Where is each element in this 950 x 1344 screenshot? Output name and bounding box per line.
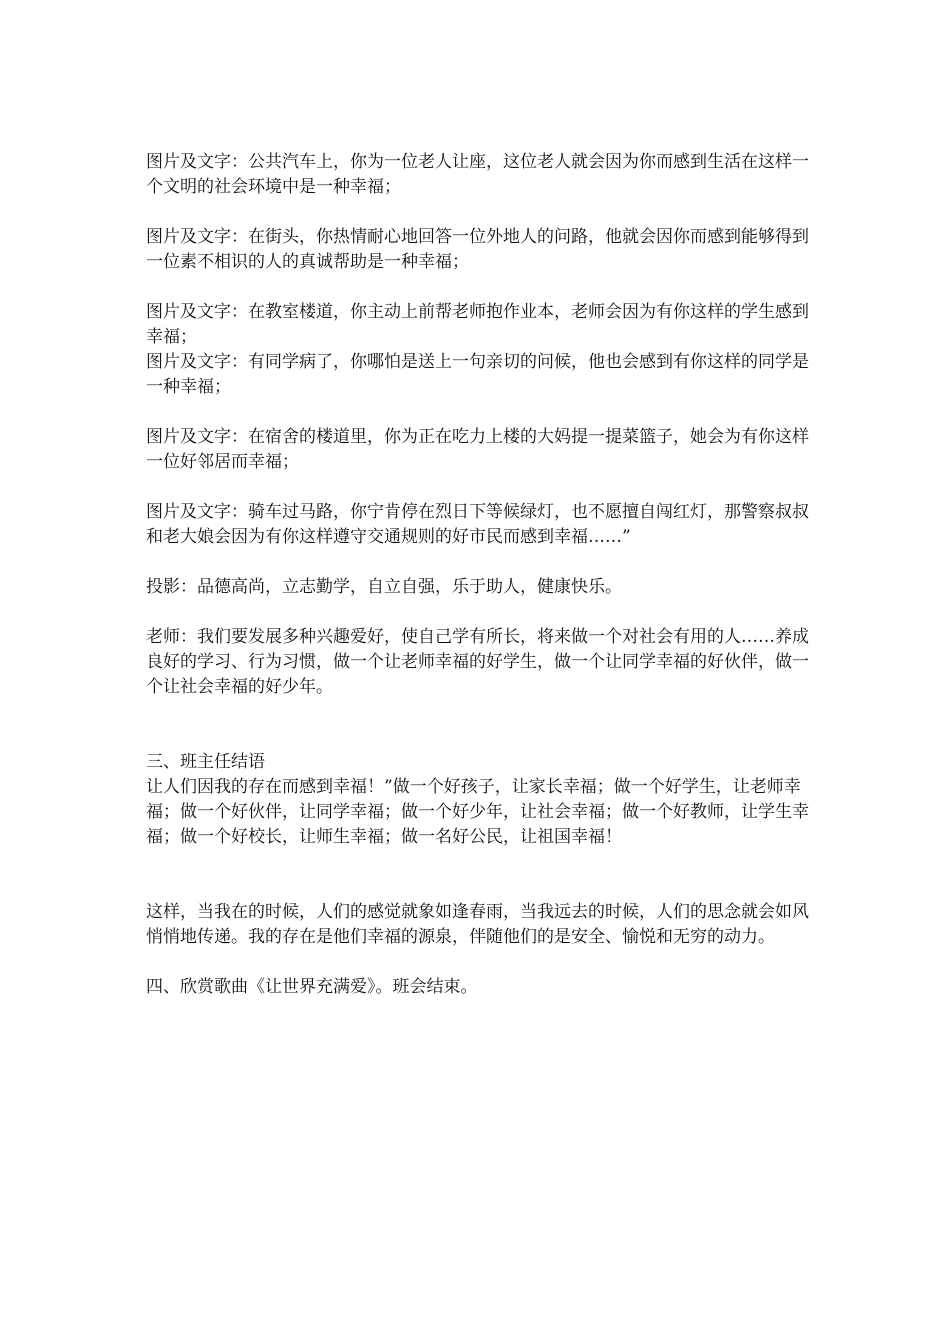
paragraph-reflection: 这样，当我在的时候，人们的感觉就象如逢春雨，当我远去的时候，人们的思念就会如风悄悄地传递。我的存在是他们幸福的源泉，伴随他们的是安全、愉悦和无穷的动力。 — [146, 902, 809, 947]
paragraph-spacer — [146, 200, 816, 225]
paragraph-spacer — [146, 700, 816, 750]
paragraph-conclusion: 让人们因我的存在而感到幸福！”做一个好孩子，让家长幸福；做一个好学生，让老师幸福；做一个好伙伴，让同学幸福；做一个好少年，让社会幸福；做一个好教师，让学生幸福；做一个好校长，让师生幸福；做一名好公民，让祖国幸福！ — [146, 777, 809, 847]
paragraph-spacer — [146, 275, 816, 300]
document-body — [146, 150, 816, 1000]
paragraph-street-directions: 图片及文字：在街头，你热情耐心地回答一位外地人的问路，他就会因你而感到能够得到一位素不相识的人的真诚帮助是一种幸福； — [146, 227, 809, 272]
section-heading-conclusion: 三、班主任结语 — [146, 752, 265, 772]
section-heading-song: 四、欣赏歌曲《让世界充满爱》。班会结束。 — [146, 977, 478, 997]
paragraph-sick-classmate: 图片及文字：有同学病了，你哪怕是送上一句亲切的问候，他也会感到有你这样的同学是一种幸福； — [146, 352, 809, 397]
paragraph-traffic-rules: 图片及文字：骑车过马路，你宁肯停在烈日下等候绿灯，也不愿擅自闯红灯，那警察叔叔和老大娘会因为有你这样遵守交通规则的好市民而感到幸福……” — [146, 502, 809, 547]
paragraph-spacer — [146, 475, 816, 500]
paragraph-teacher-speech: 老师：我们要发展多种兴趣爱好，使自己学有所长，将来做一个对社会有用的人……养成良好的学习、行为习惯，做一个让老师幸福的好学生，做一个让同学幸福的好伙伴，做一个让社会幸福的好少年。 — [146, 627, 809, 697]
paragraph-spacer — [146, 950, 816, 975]
paragraph-bus-seat: 图片及文字：公共汽车上，你为一位老人让座，这位老人就会因为你而感到生活在这样一个文明的社会环境中是一种幸福； — [146, 152, 809, 197]
paragraph-help-teacher: 图片及文字：在教室楼道，你主动上前帮老师抱作业本，老师会因为有你这样的学生感到幸福； — [146, 302, 809, 347]
paragraph-spacer — [146, 550, 816, 575]
paragraph-spacer — [146, 600, 816, 625]
paragraph-spacer — [146, 850, 816, 900]
paragraph-spacer — [146, 400, 816, 425]
paragraph-projection: 投影：品德高尚，立志勤学，自立自强，乐于助人，健康快乐。 — [146, 577, 622, 597]
paragraph-dorm-neighbor: 图片及文字：在宿舍的楼道里，你为正在吃力上楼的大妈提一提菜篮子，她会为有你这样一位好邻居而幸福； — [146, 427, 809, 472]
